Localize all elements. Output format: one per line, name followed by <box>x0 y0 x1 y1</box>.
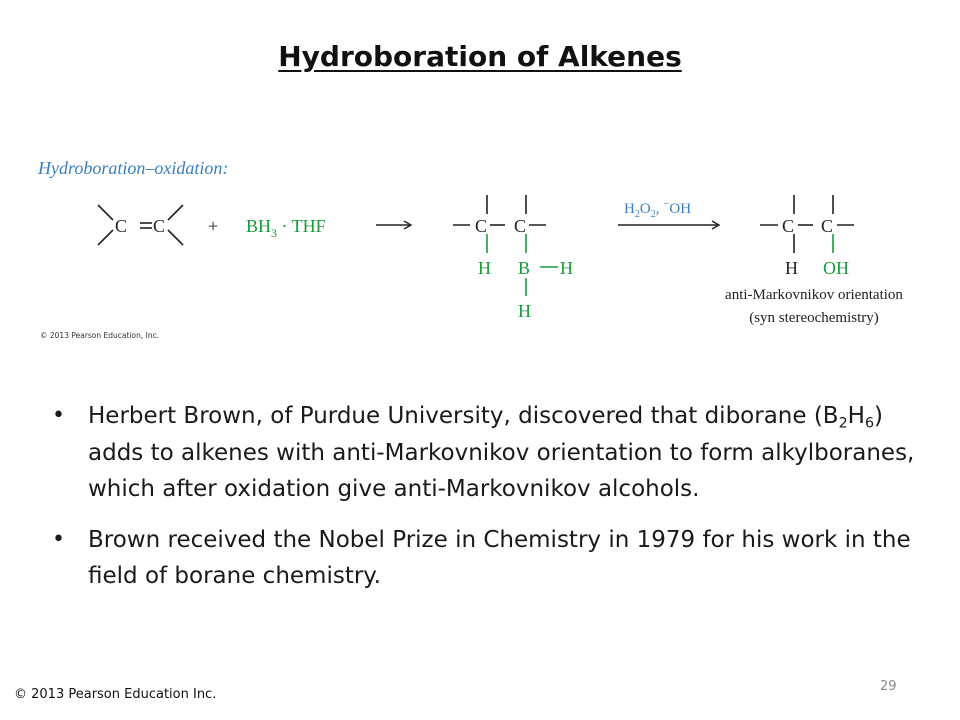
alkene-structure <box>98 205 183 245</box>
intermediate-boron: B <box>518 258 531 278</box>
oxidation-reagent: $H_2O_2$, −OH <box>624 198 692 220</box>
caption-stereochemistry: (syn stereochemistry) <box>749 310 879 326</box>
figure-heading: Hydroboration–oxidation: <box>38 158 229 178</box>
alkene-right-carbon: C <box>153 216 166 236</box>
reagent-bh3-thf: $BH_3$ · THF <box>246 216 326 240</box>
page-number: 29 <box>880 679 897 694</box>
bullet-item-brown-discovery: • Herbert Brown, of Purdue University, discovered that diborane $(B_2H_6)$ adds to alkenes with anti-Markovnikov orientation to form alkylboranes, which after oxidation give anti-Markovnikov alcohols. <box>48 398 938 508</box>
slide-title: Hydroboration of Alkenes <box>278 40 682 73</box>
reaction-arrow-2 <box>618 221 719 229</box>
footer-copyright: © 2013 Pearson Education Inc. <box>14 687 217 702</box>
reaction-scheme <box>28 150 938 350</box>
plus-sign: + <box>208 216 219 236</box>
caption-orientation: anti-Markovnikov orientation <box>725 287 903 303</box>
bullet-item-nobel-prize: • Brown received the Nobel Prize in Chemistry in 1979 for his work in the field of borane chemistry. <box>48 522 938 595</box>
alkene-left-carbon: C <box>115 216 128 236</box>
product-carbon-2: C <box>821 216 834 236</box>
alkylborane-structure <box>453 195 546 225</box>
bullet-list <box>48 398 938 609</box>
product-hydrogen: H <box>785 258 798 278</box>
intermediate-hydrogen: H <box>478 258 491 278</box>
alcohol-product-structure <box>760 195 854 253</box>
boron-hydrogen-bottom: H <box>518 301 531 321</box>
intermediate-carbon-2: C <box>514 216 527 236</box>
hydroboration-reaction-figure <box>28 150 938 350</box>
product-carbon-1: C <box>782 216 795 236</box>
boron-hydrogen-right: H <box>560 258 573 278</box>
product-hydroxyl: OH <box>823 258 849 278</box>
intermediate-carbon-1: C <box>475 216 488 236</box>
reaction-arrow-1 <box>376 221 411 229</box>
figure-copyright: © 2013 Pearson Education, Inc. <box>40 331 160 340</box>
